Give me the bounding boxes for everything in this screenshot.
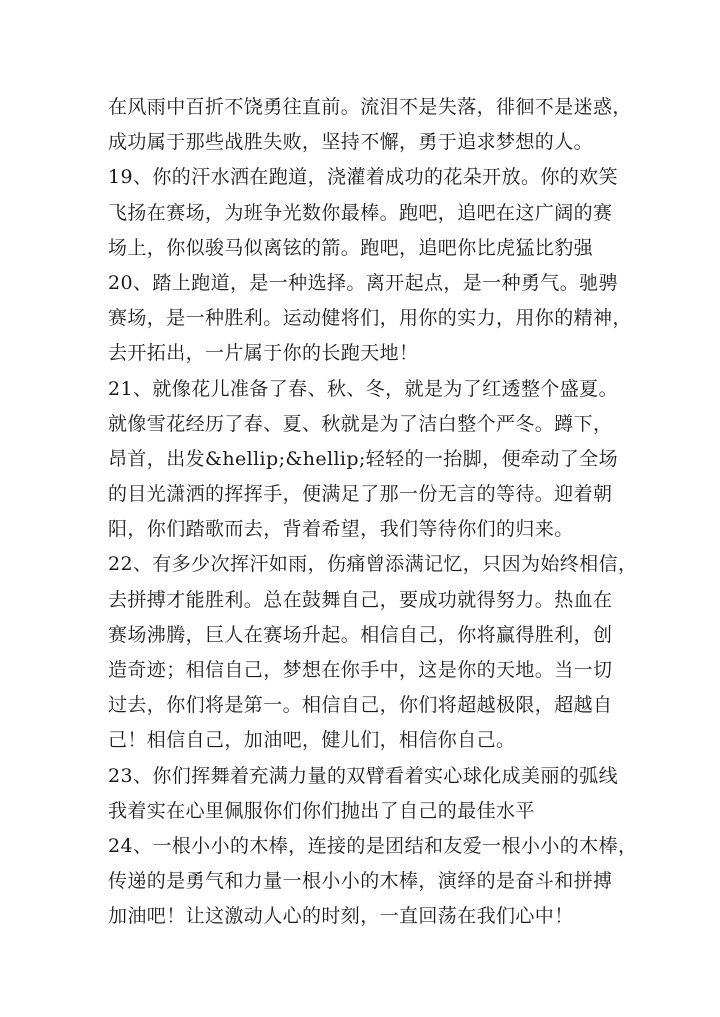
- text-line: 23、你们挥舞着充满力量的双臂看着实心球化成美丽的弧线: [108, 764, 618, 787]
- text-line: 飞扬在赛场，为班争光数你最棒。跑吧，追吧在这广阔的赛: [108, 201, 613, 224]
- text-line: 的目光潇洒的挥挥手，便满足了那一份无言的等待。迎着朝: [108, 483, 613, 506]
- text-line: 加油吧！让这激动人心的时刻，一直回荡在我们心中！: [108, 905, 574, 928]
- text-line: 21、就像花儿准备了春、秋、冬，就是为了红透整个盛夏。: [108, 377, 618, 400]
- text-line: 22、有多少次挥汗如雨，伤痛曾添满记忆，只因为始终相信，: [108, 553, 638, 576]
- text-line: 去拼搏才能胜利。总在鼓舞自己，要成功就得努力。热血在: [108, 588, 613, 611]
- text-line: 去开拓出，一片属于你的长跑天地！: [108, 342, 419, 365]
- text-line: 20、踏上跑道，是一种选择。离开起点，是一种勇气。驰骋: [108, 271, 618, 294]
- text-line: 场上，你似骏马似离铉的箭。跑吧，追吧你比虎猛比豹强: [108, 236, 594, 259]
- text-line: 在风雨中百折不饶勇往直前。流泪不是失落，徘徊不是迷惑，: [108, 96, 632, 118]
- text-line: 赛场，是一种胜利。运动健将们，用你的实力，用你的精神，: [108, 307, 632, 330]
- text-line: 阳，你们踏歌而去，背着希望，我们等待你们的归来。: [108, 518, 574, 541]
- text-line: 传递的是勇气和力量一根小小的木棒，演绎的是奋斗和拼搏: [108, 870, 613, 893]
- text-line: 赛场沸腾，巨人在赛场升起。相信自己，你将赢得胜利，创: [108, 623, 613, 646]
- text-line: 成功属于那些战胜失败，坚持不懈，勇于追求梦想的人。: [108, 131, 594, 154]
- text-line: 19、你的汗水洒在跑道，浇灌着成功的花朵开放。你的欢笑: [108, 166, 618, 189]
- text-line: 昂首，出发&hellip;&hellip;轻轻的一抬脚，便牵动了全场: [108, 447, 618, 470]
- text-line: 己！相信自己，加油吧，健儿们，相信你自己。: [108, 729, 516, 752]
- text-line: 就像雪花经历了春、夏、秋就是为了洁白整个严冬。蹲下，: [108, 412, 613, 435]
- document-body: [108, 90, 638, 935]
- text-line: 我着实在心里佩服你们你们抛出了自己的最佳水平: [108, 799, 535, 822]
- text-line: 造奇迹；相信自己，梦想在你手中，这是你的天地。当一切: [108, 659, 613, 681]
- text-line: 过去，你们将是第一。相信自己，你们将超越极限，超越自: [108, 694, 613, 717]
- text-line: 24、一根小小的木棒，连接的是团结和友爱一根小小的木棒，: [108, 834, 638, 857]
